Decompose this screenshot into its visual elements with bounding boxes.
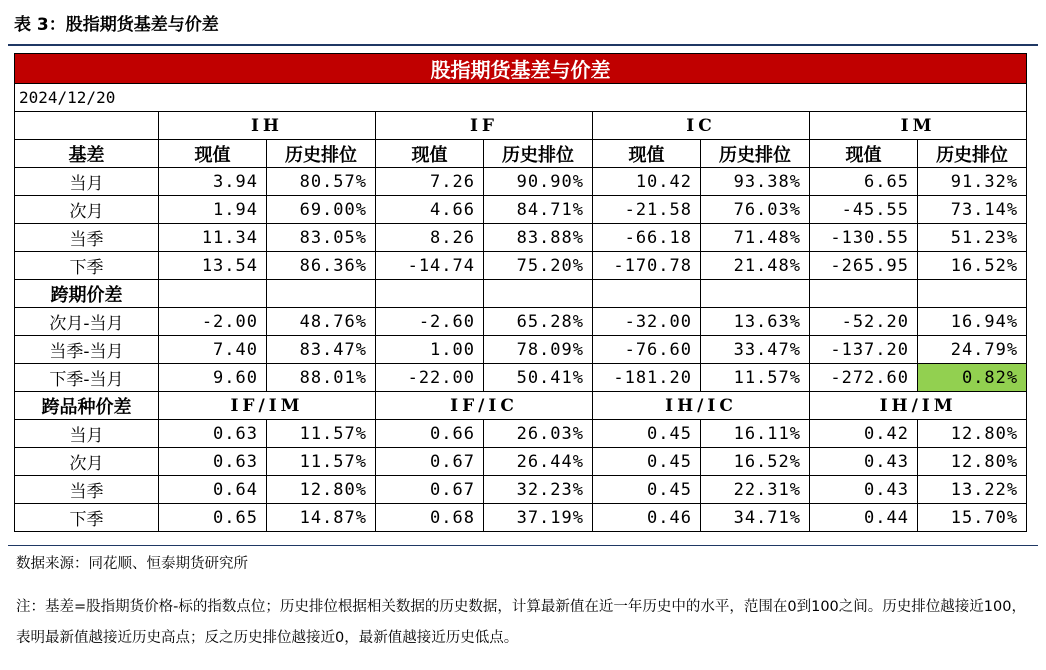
empty-cell <box>593 280 701 308</box>
empty-cell <box>484 280 593 308</box>
history-rank-cell: 71.48% <box>701 224 810 252</box>
history-rank-cell: 12.80% <box>918 448 1027 476</box>
current-value-cell: -181.20 <box>593 364 701 392</box>
current-value-cell: -272.60 <box>810 364 918 392</box>
history-rank-cell: 26.44% <box>484 448 593 476</box>
current-value-cell: -52.20 <box>810 308 918 336</box>
empty-cell <box>701 280 810 308</box>
history-rank-cell: 83.88% <box>484 224 593 252</box>
basis-row <box>15 196 1027 224</box>
row-label: 当季 <box>15 476 159 504</box>
contract-header-im: IM <box>810 112 1027 140</box>
history-rank-cell: 33.47% <box>701 336 810 364</box>
col-header-rank: 历史排位 <box>701 140 810 168</box>
current-value-cell: 9.60 <box>159 364 267 392</box>
history-rank-cell: 16.94% <box>918 308 1027 336</box>
table-title: 股指期货基差与价差 <box>15 54 1027 84</box>
row-label: 下季-当月 <box>15 364 159 392</box>
calendar-spread-row <box>15 364 1027 392</box>
current-value-cell: -137.20 <box>810 336 918 364</box>
current-value-cell: -14.74 <box>376 252 484 280</box>
current-value-cell: 7.26 <box>376 168 484 196</box>
history-rank-cell: 0.82% <box>918 364 1027 392</box>
history-rank-cell: 76.03% <box>701 196 810 224</box>
current-value-cell: -170.78 <box>593 252 701 280</box>
history-rank-cell: 50.41% <box>484 364 593 392</box>
history-rank-cell: 75.20% <box>484 252 593 280</box>
history-rank-cell: 11.57% <box>701 364 810 392</box>
history-rank-cell: 15.70% <box>918 504 1027 532</box>
row-label: 当季 <box>15 224 159 252</box>
pair-header-ih-ic: IH/IC <box>593 392 810 420</box>
contract-header-if: IF <box>376 112 593 140</box>
history-rank-cell: 93.38% <box>701 168 810 196</box>
history-rank-cell: 11.57% <box>267 448 376 476</box>
current-value-cell: 0.45 <box>593 420 701 448</box>
empty-cell <box>810 280 918 308</box>
history-rank-cell: 83.47% <box>267 336 376 364</box>
history-rank-cell: 37.19% <box>484 504 593 532</box>
current-value-cell: 1.94 <box>159 196 267 224</box>
history-rank-cell: 12.80% <box>918 420 1027 448</box>
row-label: 下季 <box>15 252 159 280</box>
current-value-cell: 0.67 <box>376 448 484 476</box>
current-value-cell: -32.00 <box>593 308 701 336</box>
history-rank-cell: 34.71% <box>701 504 810 532</box>
row-label: 下季 <box>15 504 159 532</box>
empty-cell <box>376 280 484 308</box>
caption-divider <box>8 44 1038 46</box>
history-rank-cell: 73.14% <box>918 196 1027 224</box>
history-rank-cell: 11.57% <box>267 420 376 448</box>
current-value-cell: -130.55 <box>810 224 918 252</box>
current-value-cell: 13.54 <box>159 252 267 280</box>
current-value-cell: 11.34 <box>159 224 267 252</box>
current-value-cell: 0.67 <box>376 476 484 504</box>
current-value-cell: 6.65 <box>810 168 918 196</box>
cross-spread-rows <box>15 420 1027 532</box>
pair-header-ih-im: IH/IM <box>810 392 1027 420</box>
data-source: 数据来源：同花顺、恒泰期货研究所 <box>16 556 248 572</box>
history-rank-cell: 14.87% <box>267 504 376 532</box>
row-label: 次月-当月 <box>15 308 159 336</box>
history-rank-cell: 24.79% <box>918 336 1027 364</box>
contract-header-ic: IC <box>593 112 810 140</box>
current-value-cell: 7.40 <box>159 336 267 364</box>
history-rank-cell: 65.28% <box>484 308 593 336</box>
history-rank-cell: 86.36% <box>267 252 376 280</box>
cross-spread-row <box>15 448 1027 476</box>
col-header-rank: 历史排位 <box>267 140 376 168</box>
history-rank-cell: 69.00% <box>267 196 376 224</box>
table-date: 2024/12/20 <box>15 84 1027 112</box>
pair-header-if-im: IF/IM <box>159 392 376 420</box>
basis-row <box>15 224 1027 252</box>
current-value-cell: -66.18 <box>593 224 701 252</box>
history-rank-cell: 80.57% <box>267 168 376 196</box>
cross-spread-row <box>15 476 1027 504</box>
history-rank-cell: 13.22% <box>918 476 1027 504</box>
history-rank-cell: 84.71% <box>484 196 593 224</box>
current-value-cell: -76.60 <box>593 336 701 364</box>
basis-spread-table <box>14 53 1027 532</box>
current-value-cell: 0.43 <box>810 448 918 476</box>
current-value-cell: -45.55 <box>810 196 918 224</box>
history-rank-cell: 48.76% <box>267 308 376 336</box>
current-value-cell: 0.66 <box>376 420 484 448</box>
calendar-spread-row <box>15 308 1027 336</box>
current-value-cell: 3.94 <box>159 168 267 196</box>
col-header-current: 现值 <box>810 140 918 168</box>
pair-header-if-ic: IF/IC <box>376 392 593 420</box>
section-label-basis: 基差 <box>15 140 159 168</box>
history-rank-cell: 91.32% <box>918 168 1027 196</box>
col-header-current: 现值 <box>376 140 484 168</box>
calendar-spread-rows <box>15 308 1027 392</box>
empty-cell <box>267 280 376 308</box>
col-header-current: 现值 <box>593 140 701 168</box>
row-label: 当月 <box>15 168 159 196</box>
footer-divider <box>8 545 1038 546</box>
history-rank-cell: 51.23% <box>918 224 1027 252</box>
history-rank-cell: 78.09% <box>484 336 593 364</box>
current-value-cell: 0.42 <box>810 420 918 448</box>
history-rank-cell: 12.80% <box>267 476 376 504</box>
basis-spread-table-container <box>14 53 1027 532</box>
current-value-cell: 4.66 <box>376 196 484 224</box>
cross-spread-row <box>15 420 1027 448</box>
current-value-cell: -2.00 <box>159 308 267 336</box>
cross-spread-row <box>15 504 1027 532</box>
history-rank-cell: 16.11% <box>701 420 810 448</box>
history-rank-cell: 90.90% <box>484 168 593 196</box>
current-value-cell: 0.45 <box>593 448 701 476</box>
basis-row <box>15 252 1027 280</box>
current-value-cell: 0.64 <box>159 476 267 504</box>
current-value-cell: 0.63 <box>159 420 267 448</box>
history-rank-cell: 32.23% <box>484 476 593 504</box>
history-rank-cell: 22.31% <box>701 476 810 504</box>
footnote: 注：基差=股指期货价格-标的指数点位；历史排位根据相关数据的历史数据，计算最新值在近一年历史中的水平，范围在0到100之间。历史排位越接近100，表明最新值越接近历史高点；反之历史排位越接近0，最新值越接近历史低点。 <box>16 599 1026 646</box>
current-value-cell: 0.43 <box>810 476 918 504</box>
row-label: 当季-当月 <box>15 336 159 364</box>
col-header-current: 现值 <box>159 140 267 168</box>
current-value-cell: 0.65 <box>159 504 267 532</box>
empty-cell <box>918 280 1027 308</box>
section-label-calendar-spread: 跨期价差 <box>15 280 159 308</box>
current-value-cell: 0.45 <box>593 476 701 504</box>
current-value-cell: 1.00 <box>376 336 484 364</box>
history-rank-cell: 88.01% <box>267 364 376 392</box>
row-label: 次月 <box>15 448 159 476</box>
col-header-rank: 历史排位 <box>484 140 593 168</box>
history-rank-cell: 26.03% <box>484 420 593 448</box>
history-rank-cell: 16.52% <box>701 448 810 476</box>
contract-header-ih: IH <box>159 112 376 140</box>
current-value-cell: 0.44 <box>810 504 918 532</box>
table-caption: 表 3：股指期货基差与价差 <box>14 15 219 35</box>
current-value-cell: -2.60 <box>376 308 484 336</box>
basis-row <box>15 168 1027 196</box>
current-value-cell: 0.68 <box>376 504 484 532</box>
history-rank-cell: 13.63% <box>701 308 810 336</box>
history-rank-cell: 83.05% <box>267 224 376 252</box>
history-rank-cell: 16.52% <box>918 252 1027 280</box>
current-value-cell: 0.46 <box>593 504 701 532</box>
basis-rows <box>15 168 1027 280</box>
current-value-cell: 8.26 <box>376 224 484 252</box>
calendar-spread-row <box>15 336 1027 364</box>
current-value-cell: -265.95 <box>810 252 918 280</box>
row-label: 次月 <box>15 196 159 224</box>
col-header-rank: 历史排位 <box>918 140 1027 168</box>
history-rank-cell: 21.48% <box>701 252 810 280</box>
current-value-cell: -22.00 <box>376 364 484 392</box>
blank-header-cell <box>15 112 159 140</box>
empty-cell <box>159 280 267 308</box>
current-value-cell: 0.63 <box>159 448 267 476</box>
current-value-cell: -21.58 <box>593 196 701 224</box>
section-label-cross-spread: 跨品种价差 <box>15 392 159 420</box>
row-label: 当月 <box>15 420 159 448</box>
current-value-cell: 10.42 <box>593 168 701 196</box>
